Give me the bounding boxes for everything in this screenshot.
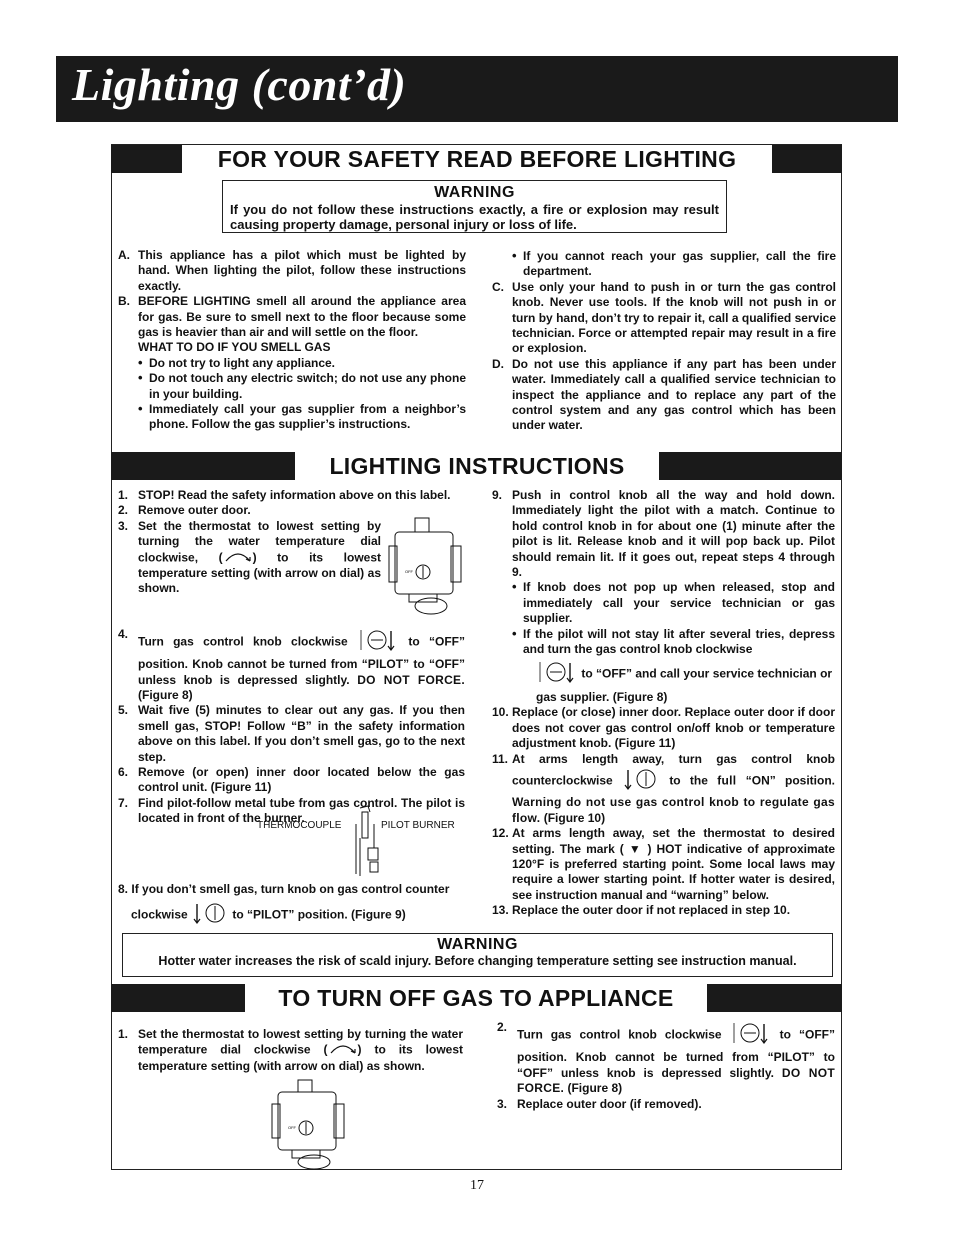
safety-banner: [111, 145, 842, 173]
turnoff-step: 2. Turn gas control knob clockwise to “OFF” position. Knob cannot be turned from “PILOT” to “OFF” unless knob is depressed slightly. DO NOT FORCE. (Figure 8): [497, 1020, 836, 1096]
knob-clockwise-icon: [357, 627, 399, 657]
knob-clockwise-icon: [536, 659, 578, 689]
svg-text:OFF: OFF: [405, 569, 413, 574]
fire-warning-text: If you do not follow these instructions exactly, a fire or explosion may result causing property damage, personal injury or loss of life.: [230, 202, 719, 232]
lighting-step: 8. If you don’t smell gas, turn knob on gas control counter: [118, 881, 450, 896]
lighting-step: 3. Set the thermostat to lowest setting by turning the water temperature dial clockwise, ( ) to its lowest temperature setting (with arrow on dial) as shown.: [118, 518, 381, 596]
knob-counterclockwise-icon: [191, 901, 229, 929]
turnoff-right-column: [497, 1020, 835, 1112]
lighting-step: 6. Remove (or open) inner door located below the gas control unit. (Figure 11): [118, 765, 465, 795]
fire-warning-box: [222, 180, 727, 233]
lighting-banner: [111, 452, 842, 480]
lighting-step: 13. Replace the outer door if not replaced in step 10.: [492, 903, 791, 918]
smell-gas-bullet: • Immediately call your gas supplier from a neighbor’s phone. Follow the gas supplier’s instructions.: [138, 401, 466, 432]
lighting-bullet-cont: to “OFF” and call your service technician or gas supplier. (Figure 8): [492, 659, 835, 705]
gas-control-valve-figure: [385, 516, 467, 621]
safety-item-d: D. Do not use this appliance if any part has been under water. Immediately call a qualified service technician to inspect the appliance and to replace any part of the control system and any gas control which has been under water.: [492, 356, 836, 433]
scald-warning-title: WARNING: [437, 936, 518, 953]
lighting-step: 2. Remove outer door.: [118, 503, 251, 518]
gas-control-valve-figure: [268, 1078, 350, 1175]
lighting-bullet: • If knob does not pop up when released, stop and immediately call your service technician or gas supplier.: [512, 579, 835, 626]
safety-right-column: [492, 249, 836, 434]
page-number: 17: [470, 1178, 484, 1193]
lighting-step: 4. Turn gas control knob clockwise to “OFF” position. Knob cannot be turned from “PILOT” to “OFF” unless knob is depressed slightly. DO NOT FORCE. (Figure 8): [118, 626, 465, 703]
clockwise-arrow-icon: [328, 1042, 358, 1058]
scald-warning-text: Hotter water increases the risk of scald injury. Before changing temperature setting see instruction manual.: [158, 954, 797, 968]
svg-text:OFF: OFF: [288, 1125, 296, 1130]
lighting-step: 12. At arms length away, set the thermostat to desired setting. The mark ( ▼ ) HOT indicative of approximate 120°F is preferred starting point. Some local laws may require a lower starting point. If hotter water is desired, see instruction manual and “warning” below.: [492, 826, 835, 902]
lighting-step: 10. Replace (or close) inner door. Replace outer door if door does not cover gas control on/off knob or temperature adjustment knob. (Figure 11): [492, 705, 835, 751]
smell-gas-bullet: • Do not try to light any appliance.: [138, 354, 336, 370]
lighting-step: 5. Wait five (5) minutes to clear out any gas. If you then smell gas, STOP! Follow “B” in the safety information above on this label. If you don’t smell gas, go to the next step.: [118, 703, 465, 764]
lighting-step: 7. Find pilot-follow metal tube from gas control. The pilot is located in front of the burner.: [118, 795, 465, 826]
knob-counterclockwise-icon: [622, 767, 660, 795]
turnoff-step: 3. Replace outer door (if removed).: [497, 1096, 702, 1111]
turnoff-step: 1. Set the thermostat to lowest setting by turning the water temperature dial clockwise ( ) to its lowest temperature setting (with arrow on dial) as shown.: [118, 1027, 463, 1073]
turnoff-banner: [111, 984, 842, 1012]
pilot-burner-label: PILOT BURNER: [381, 820, 455, 831]
page-title: Lighting (cont’d): [72, 59, 407, 110]
turnoff-heading: TO TURN OFF GAS TO APPLIANCE: [245, 984, 707, 1012]
turnoff-left-column: [118, 1027, 463, 1074]
safety-item-a: A. This appliance has a pilot which must be lighted by hand. When lighting the pilot, follow these instructions exactly.: [118, 248, 466, 293]
smell-gas-bullet: • Do not touch any electric switch; do not use any phone in your building.: [138, 370, 466, 401]
lighting-step-8-cont: clockwise to “PILOT” position. (Figure 9): [118, 901, 465, 929]
thermocouple-label: THERMOCOUPLE: [257, 820, 342, 831]
knob-clockwise-icon: [730, 1020, 772, 1050]
smell-gas-bullet: • If you cannot reach your gas supplier, call the fire department.: [512, 248, 836, 279]
safety-heading: FOR YOUR SAFETY READ BEFORE LIGHTING: [182, 145, 772, 173]
lighting-heading: LIGHTING INSTRUCTIONS: [295, 452, 659, 480]
lighting-step: 11. At arms length away, turn gas control knob counterclockwise to the full “ON” position. Warning do not use gas control knob to regulate gas flow. (Figure 10): [492, 751, 836, 825]
lighting-right-column: [492, 488, 835, 919]
safety-item-b: B. BEFORE LIGHTING smell all around the appliance area for gas. Be sure to smell next to the floor because some gas is heavier than air and will settle on the floor.: [118, 294, 466, 340]
scald-warning-box: [122, 933, 833, 977]
safety-left-column: [118, 248, 466, 433]
lighting-bullet: • If the pilot will not stay lit after several tries, depress and turn the gas control knob clockwise: [512, 625, 835, 657]
page-title-bar: [56, 56, 898, 122]
lighting-step: 9. Push in control knob all the way and hold down. Immediately light the pilot with a match. Continue to hold control knob in for about one (1) minute after the pilot is lit. Release knob and it will pop back up. Pilot should remain lit. If it goes out, repeat steps 4 through 9.: [492, 488, 835, 580]
pilot-burner-figure: [348, 804, 388, 885]
smell-gas-heading: WHAT TO DO IF YOU SMELL GAS: [138, 340, 331, 355]
lighting-step: 1. STOP! Read the safety information above on this label.: [118, 488, 451, 502]
safety-item-c: C. Use only your hand to push in or turn the gas control knob. Never use tools. If the knob will not push in or turn by hand, don’t try to repair it, call a qualified service technician. Force or attempted repair may result in a fire or explosion.: [492, 279, 836, 356]
fire-warning-title: WARNING: [434, 184, 515, 201]
clockwise-arrow-icon: [223, 550, 253, 566]
